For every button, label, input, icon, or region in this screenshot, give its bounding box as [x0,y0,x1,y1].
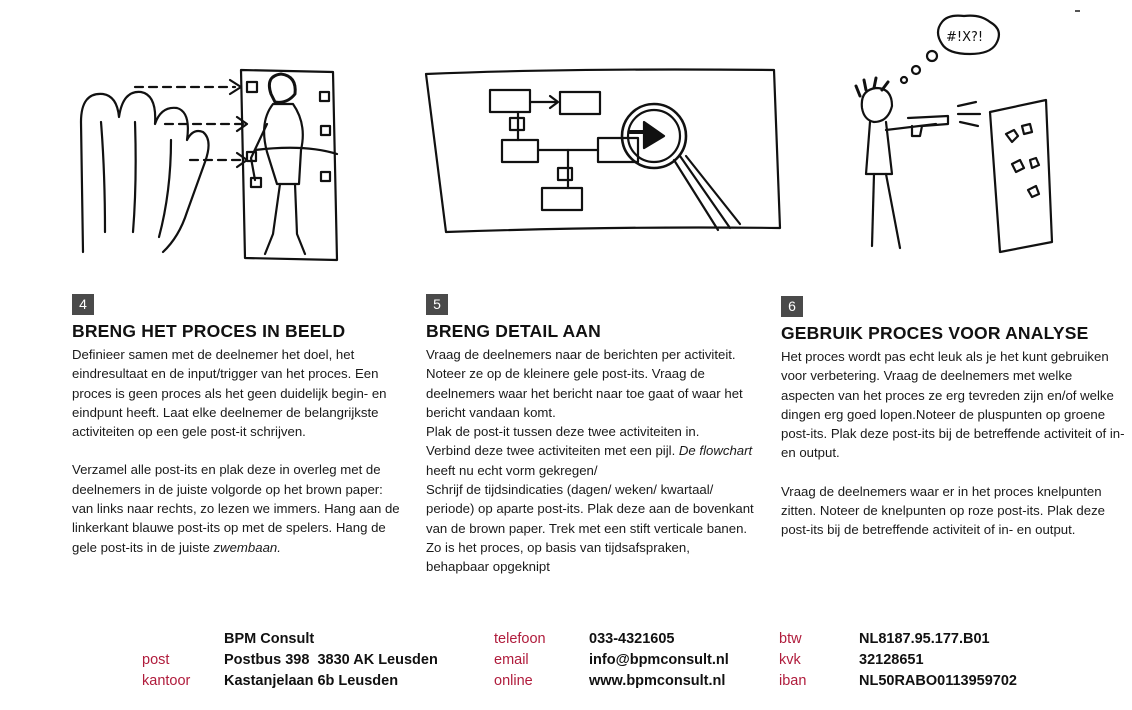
paragraph-text: Verzamel alle post-its en plak deze in overleg met de deelnemers in de juiste volgorde op het brown paper: van links naar rechts, zo lezen we immers. Hang aan de linkerkant blauwe post-its op met de spelers. Hang de gele post-its in de juiste [72,462,400,555]
online-label: online [494,673,533,689]
post-value: Postbus 398 3830 AK Leusden [224,652,438,668]
sketch-hand-pointing-icon [75,62,355,262]
telefoon-value: 033-4321605 [589,631,675,647]
paragraph [72,460,402,556]
corner-mark [1075,10,1080,12]
paragraph: Plak de post-it tussen deze twee activiteiten in. [426,424,700,440]
step-title: BRENG HET PROCES IN BEELD [72,321,346,341]
step-body [781,347,1126,540]
step-body [72,345,402,557]
step-number-badge: 4 [72,294,94,315]
iban-value: NL50RABO0113959702 [859,673,1017,689]
sketch-person-shooting-icon [830,14,1070,264]
paragraph-italic-text: zwembaan. [213,539,281,555]
btw-value: NL8187.95.177.B01 [859,631,990,647]
sketch-flowchart-magnifier-icon [418,60,788,245]
paragraph-text: Verbind deze twee activiteiten met een pijl. [426,443,679,459]
iban-label: iban [779,673,807,689]
company-name: BPM Consult [224,631,315,647]
btw-label: btw [779,631,802,647]
paragraph: Schrijf de tijdsindicaties (dagen/ weken/ kwartaal/ periode) op aparte post-its. Plak deze aan de bovenkant van de brown paper. Trek met een stift verticale banen. Zo is het proces, op basis van tijdsafspraken, behapbaar opgeknipt [426,482,754,575]
paragraph: Vraag de deelnemers naar de berichten per activiteit. [426,347,736,362]
paragraph: Noteer ze op de kleinere gele post-its. Vraag de deelnemers waar het bericht naar toe gaat of waar het bericht vandaan komt. [426,366,743,420]
step-body [426,345,756,577]
email-label: email [494,652,529,668]
paragraph: Het proces wordt pas echt leuk als je het kunt gebruiken voor verbetering. Vraag de deelnemers met welke aspecten van het proces ze erg tevreden zijn en/of welke dingen erg goed lopen.Noteer de pluspunten op groene post-its. Plak deze post-its bij de betreffende activiteit of in- en output. [781,349,1125,461]
email-link[interactable]: info@bpmconsult.nl [589,652,729,668]
contact-footer [0,628,1132,698]
paragraph [426,441,756,480]
paragraph: Definieer samen met de deelnemer het doel, het eindresultaat en de input/trigger van het proces. Een proces is geen proces als het geen duidelijk begin- en eindpunt heeft. Laat elke deelnemer de belangrijkste activiteiten op een gele post-it schrijven. [72,347,387,440]
step-number-badge: 6 [781,296,803,317]
kantoor-label: kantoor [142,673,191,689]
step-number-badge: 5 [426,294,448,315]
step-4-column [72,294,402,557]
paragraph-italic-text: De flowchart [678,443,753,459]
paragraph-text: heeft nu echt vorm gekregen/ [426,462,598,478]
telefoon-label: telefoon [494,631,546,647]
speech-bubble-text: #!X?! [946,30,984,45]
step-6-column [781,296,1126,540]
paragraph: Vraag de deelnemers waar er in het proces knelpunten zitten. Noteer de knelpunten op roze post-its. Plak deze post-its bij de betreffende activiteit of in- en output. [781,483,1106,538]
kantoor-value: Kastanjelaan 6b Leusden [224,673,399,689]
step-title: GEBRUIK PROCES VOOR ANALYSE [781,323,1089,343]
kvk-value: 32128651 [859,652,924,668]
step-title: BRENG DETAIL AAN [426,321,601,341]
step-5-column [426,294,756,577]
website-link[interactable]: www.bpmconsult.nl [589,673,726,689]
post-label: post [142,652,170,668]
kvk-label: kvk [779,652,801,668]
